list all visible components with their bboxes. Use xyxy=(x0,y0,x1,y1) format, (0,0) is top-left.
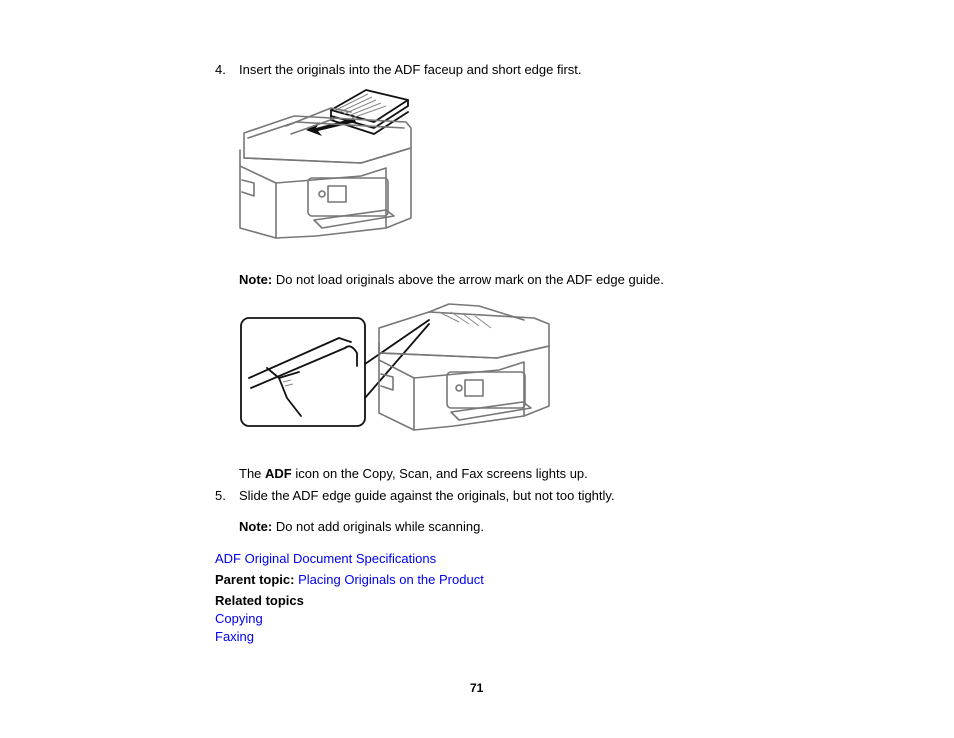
note-text: Do not add originals while scanning. xyxy=(272,519,484,534)
related-heading-text: Related topics xyxy=(215,593,304,608)
parent-topic-link[interactable]: Placing Originals on the Product xyxy=(298,572,484,587)
adf-specs-link[interactable]: ADF Original Document Specifications xyxy=(215,551,437,566)
related-topics-heading xyxy=(215,593,304,609)
step-5 xyxy=(215,488,615,504)
parent-topic-label: Parent topic: xyxy=(215,572,295,587)
note-scanning xyxy=(239,519,484,535)
sentence-pre: The xyxy=(239,466,266,481)
related-link-faxing[interactable]: Faxing xyxy=(215,629,255,644)
note-text: Do not load originals above the arrow mark on the ADF edge guide. xyxy=(272,272,664,287)
sentence-post: icon on the Copy, Scan, and Fax screens lights up. xyxy=(291,466,588,481)
step-text: Insert the originals into the ADF faceup and short edge first. xyxy=(239,62,582,77)
adf-icon-sentence xyxy=(239,466,588,482)
step-number: 5. xyxy=(215,488,226,503)
adf-bold: ADF xyxy=(265,466,292,481)
page-number: 71 xyxy=(470,681,484,695)
related-copying-row xyxy=(215,611,263,627)
note-label: Note: xyxy=(239,272,273,287)
note-label: Note: xyxy=(239,519,273,534)
related-faxing-row xyxy=(215,629,254,645)
step-4 xyxy=(215,62,582,78)
step-text: Slide the ADF edge guide against the originals, but not too tightly. xyxy=(239,488,615,503)
parent-topic-row xyxy=(215,572,484,588)
step-number: 4. xyxy=(215,62,226,77)
printer-adf-loading-illustration xyxy=(236,88,416,243)
adf-edge-guide-illustration xyxy=(239,298,554,438)
related-link-copying[interactable]: Copying xyxy=(215,611,263,626)
note-arrow-mark xyxy=(239,272,664,288)
adf-specs-row xyxy=(215,551,436,567)
